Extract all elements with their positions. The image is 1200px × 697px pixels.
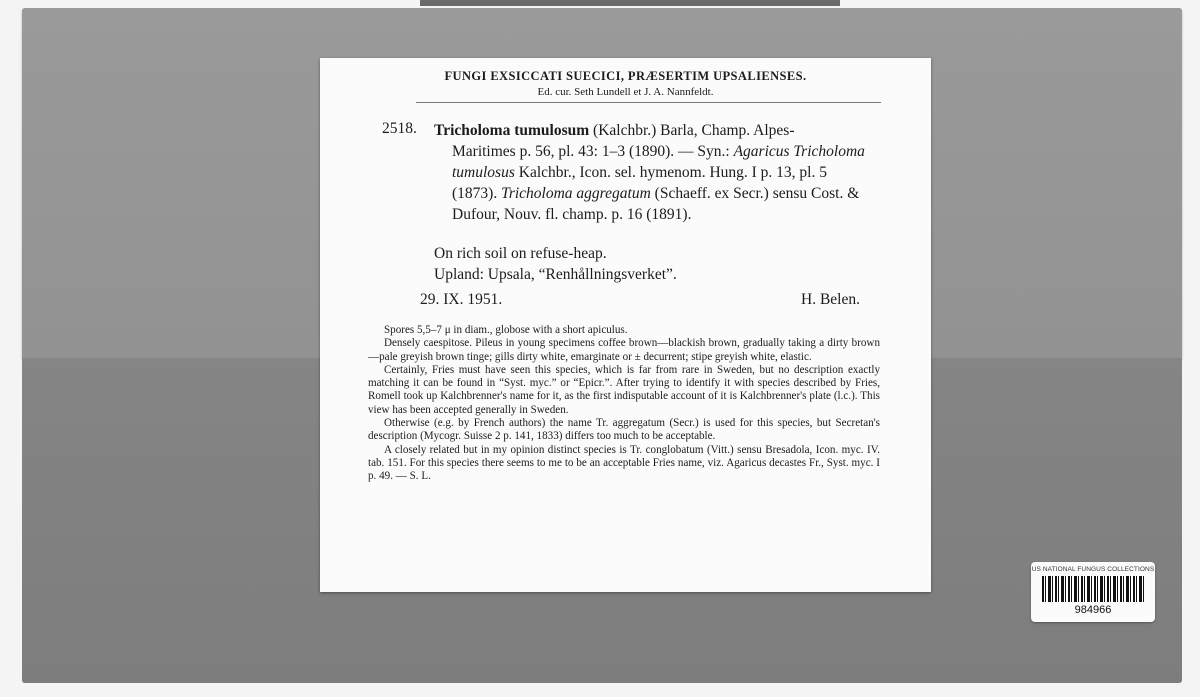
note-paragraph: Spores 5,5–7 μ in diam., globose with a short apiculus.: [384, 324, 628, 336]
collector-name: H. Belen.: [801, 291, 860, 308]
packet-edge-strip: [420, 0, 840, 6]
note-paragraph: A closely related but in my opinion distinct species is Tr. conglobatum (Vitt.) sensu Bresadola, Icon. myc. IV. tab. 151. For this species there seems to me to be an acceptable Fries name, viz. Agaricus decastes Fr., Syst. myc. I p. 49. — S. L.: [368, 443, 880, 483]
note-paragraph: Densely caespitose. Pileus in young specimens coffee brown—blackish brown, gradually taking a dirty brown—pale greyish brown tinge; gills dirty white, emarginate or ± decurrent; stipe greyish white, elastic.: [368, 337, 880, 363]
locality-block: [434, 243, 874, 285]
collection-date: 29. IX. 1951.: [420, 291, 503, 308]
citation-line-4: (Schaeff. ex Secr.) sensu Cost. & Dufour, Nouv. fl. champ. p. 16 (1891).: [452, 185, 860, 223]
species-name: Tricholoma tumulosum: [434, 122, 590, 139]
note-paragraph: Otherwise (e.g. by French authors) the name Tr. aggregatum (Secr.) is used for this species, but Secretan's description (Mycogr. Suisse 2 p. 141, 1833) differs too much to be acceptable.: [368, 417, 880, 443]
citation-block: [434, 141, 874, 225]
label-header-editors: Ed. cur. Seth Lundell et J. A. Nannfeldt.: [537, 86, 714, 98]
barcode-institution: US NATIONAL FUNGUS COLLECTIONS: [1031, 566, 1155, 573]
label-header-title: FUNGI EXSICCATI SUECICI, PRÆSERTIM UPSALIENSES.: [444, 69, 807, 83]
barcode-number: 984966: [1074, 604, 1112, 616]
locality-text: Upland: Upsala, “Renhållningsverket”.: [434, 266, 677, 283]
barcode-bars: [1042, 576, 1144, 602]
barcode-sticker: [1031, 562, 1155, 622]
citation-line-3: Kalchbr., Icon. sel. hymenom. Hung. I p. 13, pl. 5 (1873).: [452, 164, 827, 202]
habitat-text: On rich soil on refuse-heap.: [434, 245, 607, 262]
citation-line-2: Maritimes p. 56, pl. 43: 1–3 (1890). — Syn.:: [452, 143, 734, 160]
species-notes: [368, 324, 880, 484]
species-citation: [434, 120, 874, 225]
note-paragraph: Certainly, Fries must have seen this species, which is far from rare in Sweden, but no description exactly matching it can be found in “Syst. myc.” or “Epicr.”. After trying to identify it with species described by Fries, Romell took up Kalchbrenner's name for it, as the first indisputable account of it is Kalchbrenner's plate (l.c.). This view has been accepted generally in Sweden.: [368, 363, 880, 416]
citation-line-1: (Kalchbr.) Barla, Champ. Alpes-: [589, 122, 795, 139]
exsiccati-label: [320, 58, 931, 592]
entry-number: 2518.: [382, 120, 417, 137]
header-divider: [416, 102, 881, 103]
synonym-1: Agaricus Tricholoma tumulosus: [452, 143, 865, 181]
synonym-2: Tricholoma aggregatum: [501, 185, 651, 202]
